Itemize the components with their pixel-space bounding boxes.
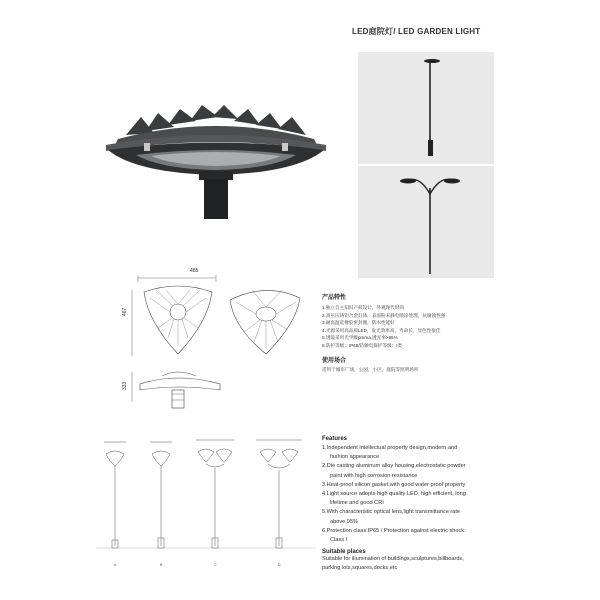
pole-label-c: C bbox=[214, 563, 217, 567]
cn-feature-item: 6.防护等级：IP65/防触电保护等级：I类 bbox=[322, 342, 403, 348]
cn-places-heading: 使用场合 bbox=[322, 357, 347, 364]
en-places-text: Suitable for illumination of buildings,sculptures,billboards, parking lots,squares,docks,etc bbox=[322, 556, 464, 572]
width-dimension: 485 bbox=[190, 268, 199, 274]
pole-label-d: D bbox=[278, 563, 281, 567]
en-features-list bbox=[322, 444, 522, 545]
en-feature-item: 4.Light source adopts high quality LED, high efficient, long lifetime and good CRI bbox=[322, 491, 466, 507]
en-places-heading: Suitable places bbox=[322, 549, 366, 556]
cn-feature-item: 1.独立自主知识产权设计，外观现代时尚 bbox=[322, 305, 404, 310]
cn-feature-item: 5.透镜采用光学级pmma,透光率>95% bbox=[322, 335, 398, 341]
pole-label-a: A bbox=[114, 563, 117, 567]
en-feature-item: 5.With characteristic optical lens,light transmittance rate above 95% bbox=[322, 509, 461, 525]
single-head-pole-icon bbox=[358, 52, 494, 164]
cn-feature-item: 3.耐高温硅橡胶密封圈，防水性能好 bbox=[322, 320, 395, 326]
pole-drawings bbox=[96, 436, 316, 566]
cn-features-heading: 产品特性 bbox=[322, 295, 347, 301]
cn-places-text: 适用于城市广场，公园，小区，庭院等照明场所 bbox=[322, 366, 419, 372]
double-head-pole-icon bbox=[358, 166, 494, 278]
en-feature-item: 2.Die casting aluminum alloy housing,electrostatic powder paint with high corrosion resistance bbox=[322, 463, 466, 479]
cn-feature-item: 2.高压压铸铝合金灯体，表面粉末静电喷涂处理，抗腐蚀性强 bbox=[322, 312, 446, 318]
technical-drawing bbox=[126, 272, 322, 422]
cn-features-list bbox=[322, 304, 522, 350]
en-feature-item: 1.Independent intellectual property design,modern and fashion appearance bbox=[322, 445, 458, 461]
page-title: LED庭院灯/ LED GARDEN LIGHT bbox=[352, 27, 481, 36]
en-feature-item: 6.Protection class:IP65 / Protection against electric shock: Class I bbox=[322, 527, 466, 544]
pole-label-b: B bbox=[160, 563, 163, 567]
height-dimension: 467 bbox=[122, 307, 128, 316]
en-feature-item: 3.Heat-proof silicon gasket,with good water proof property bbox=[322, 481, 466, 488]
cn-feature-item: 4.光源采用高品质LED，发光效率高，寿命长，显色性很佳 bbox=[322, 327, 441, 333]
double-pole-panel bbox=[358, 166, 494, 278]
cn-features bbox=[322, 292, 522, 373]
product-photo bbox=[96, 95, 336, 220]
single-pole-panel bbox=[358, 52, 494, 164]
en-features-heading: Features bbox=[322, 436, 348, 442]
en-features bbox=[322, 436, 522, 574]
side-height-dimension: 333 bbox=[122, 381, 128, 390]
